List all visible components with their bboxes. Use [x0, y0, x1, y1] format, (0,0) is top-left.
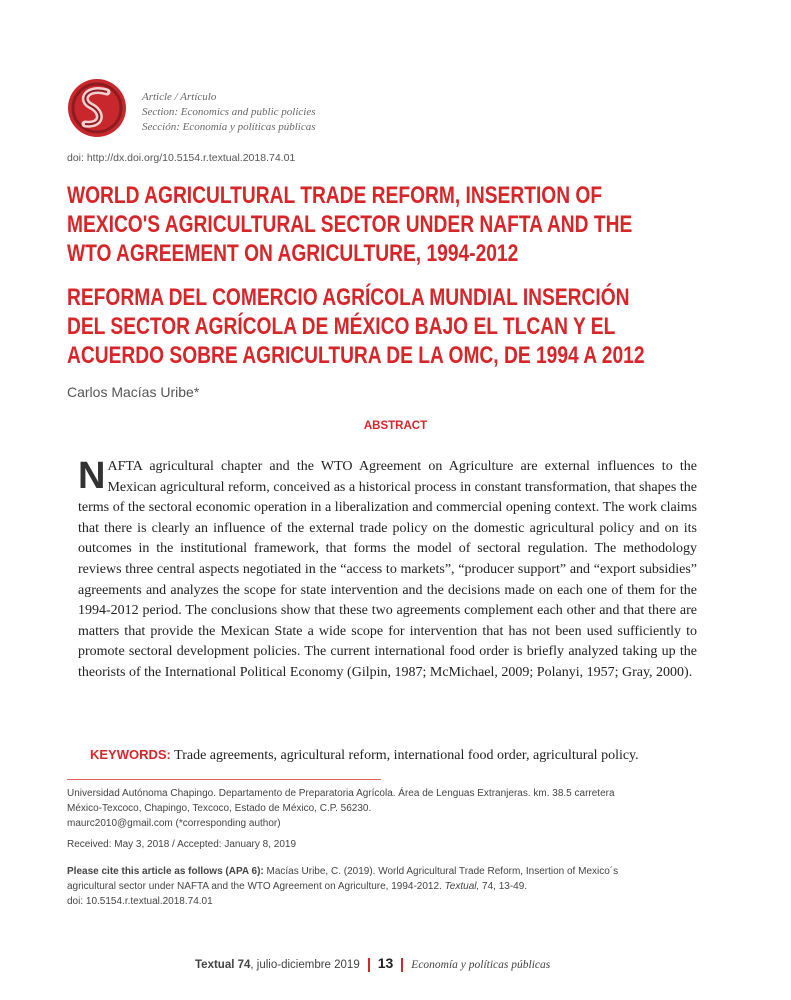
journal-period: , julio-diciembre 2019 — [250, 959, 360, 971]
article-meta — [142, 90, 316, 135]
title-line: REFORMA DEL COMERCIO AGRÍCOLA MUNDIAL INSERCIÓN — [67, 284, 630, 311]
cite-text: Macías Uribe, C. (2019). World Agricultural Trade Reform, Insertion of Mexico´s — [263, 866, 619, 877]
cite-journal: Textual, — [444, 881, 483, 892]
cite-text: agricultural sector under NAFTA and the WTO Agreement on Agriculture, 1994-2012. — [67, 881, 445, 892]
cite-text: 74, 13-49. — [482, 881, 528, 892]
abstract-heading: ABSTRACT — [363, 420, 428, 432]
keywords — [90, 747, 639, 764]
title-line: ACUERDO SOBRE AGRICULTURA DE LA OMC, DE 1994 A 2012 — [67, 342, 645, 369]
drop-cap: N — [78, 455, 106, 497]
affiliation-line: Universidad Autónoma Chapingo. Departamento de Preparatoria Agrícola. Área de Lenguas Extranjeras. km. 38.5 carretera — [67, 788, 615, 799]
divider — [401, 958, 403, 972]
title-english — [67, 181, 774, 268]
title-line: WTO AGREEMENT ON AGRICULTURE, 1994-2012 — [67, 240, 519, 267]
page-number: 13 — [377, 955, 394, 971]
affiliation — [67, 786, 615, 831]
doi-link[interactable]: doi: http://dx.doi.org/10.5154.r.textual.2018.74.01 — [67, 152, 296, 164]
keywords-text: Trade agreements, agricultural reform, international food order, agricultural policy. — [170, 748, 639, 763]
affiliation-line: México-Texcoco, Chapingo, Texcoco, Estado de México, C.P. 56230. — [67, 803, 372, 814]
journal-name: Textual 74 — [195, 959, 251, 971]
section-es: Sección: Economía y políticas públicas — [142, 121, 316, 133]
section-en: Section: Economics and public policies — [142, 106, 316, 118]
abstract-body — [78, 457, 697, 684]
page-footer — [195, 955, 550, 972]
title-line: MEXICO'S AGRICULTURAL SECTOR UNDER NAFTA AND THE — [67, 211, 633, 238]
abstract-text: AFTA agricultural chapter and the WTO Agreement on Agriculture are external influences to the Mexican agricultural reform, conceived as a historical process in constant transformation, that shapes the terms of the sectoral economic operation in a liberalization and commercial opening context. The work claims that there is clearly an influence of the external trade policy on the domestic agricultural policy and on its outcomes in the institutional framework, that forms the model of sectoral regulation. The methodology reviews three central aspects negotiated in the “access to markets”, “producer support” and “export subsidies” agreements and analyzes the scope for state intervention and the decisions made on each one of them for the 1994-2012 period. The conclusions show that these two agreements complement each other and that there are matters that provide the Mexican State a wide scope for intervention that has not been used sufficiently to promote sectoral development policies. The current international food order is briefly analyzed taking up the theorists of the International Political Economy (Gilpin, 1987; McMichael, 2009; Polanyi, 1957; Gray, 2000). — [78, 459, 697, 680]
received-dates: Received: May 3, 2018 / Accepted: January 8, 2019 — [67, 839, 297, 850]
keywords-label: KEYWORDS: — [90, 747, 171, 762]
author-email[interactable]: maurc2010@gmail.com (*corresponding author) — [67, 818, 281, 829]
title-line: WORLD AGRICULTURAL TRADE REFORM, INSERTION OF — [67, 182, 603, 209]
cite-doi[interactable]: doi: 10.5154.r.textual.2018.74.01 — [67, 896, 213, 907]
divider — [368, 958, 370, 972]
title-line: DEL SECTOR AGRÍCOLA DE MÉXICO BAJO EL TLCAN Y EL — [67, 313, 616, 340]
title-spanish — [67, 283, 789, 370]
citation — [67, 864, 618, 909]
cite-label: Please cite this article as follows (APA 6): — [67, 866, 264, 877]
article-type: Article / Artículo — [142, 91, 217, 103]
footer-section: Economía y políticas públicas — [411, 959, 551, 971]
footnote-divider — [67, 779, 381, 780]
journal-logo — [67, 78, 127, 138]
author: Carlos Macías Uribe* — [67, 384, 200, 400]
